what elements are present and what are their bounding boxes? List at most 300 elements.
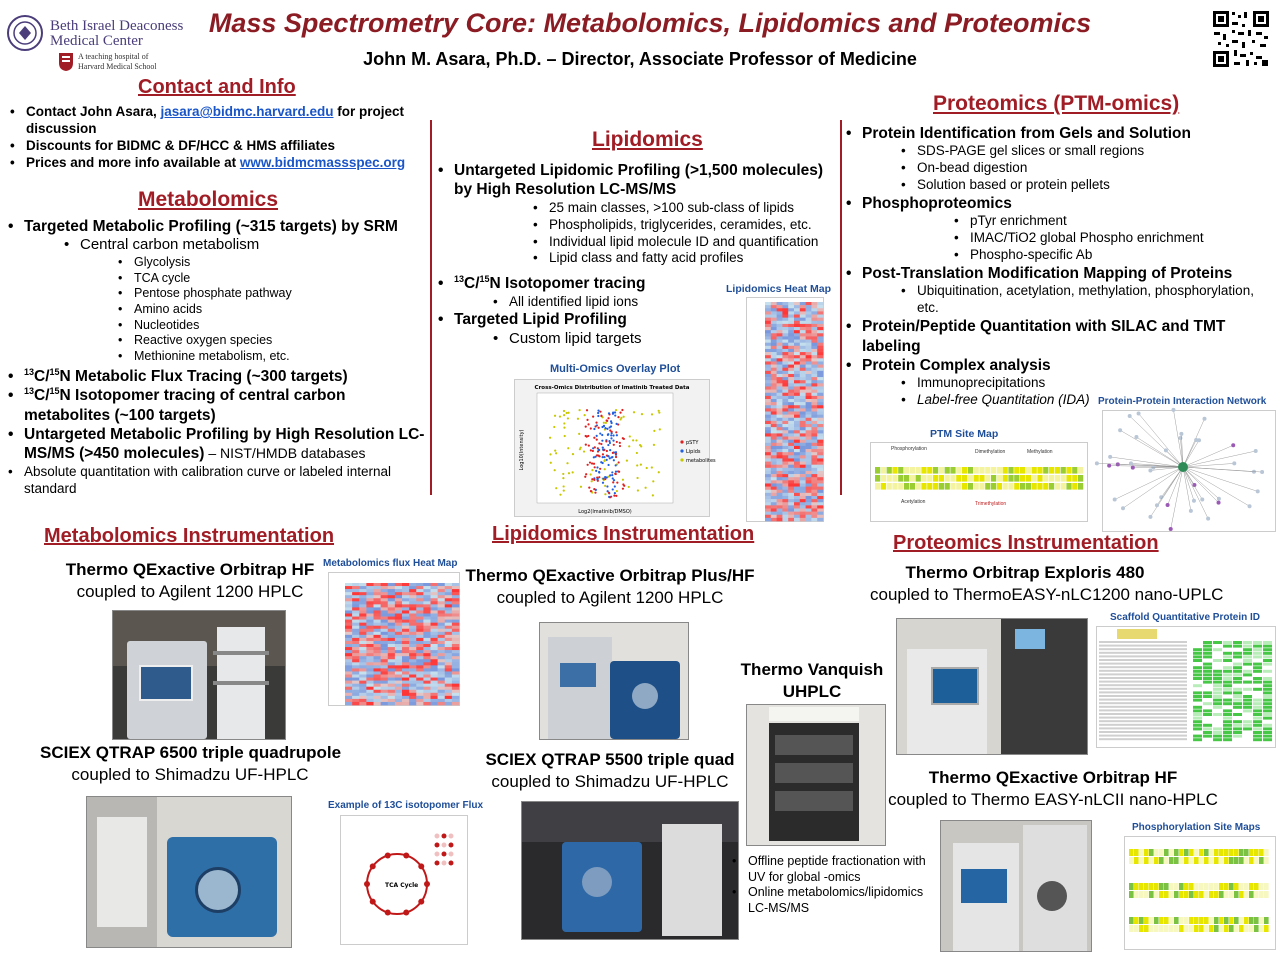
ptm-cell <box>1003 467 1008 474</box>
prot-sub2-list <box>952 213 1278 264</box>
contact-item: • Discounts for BIDMC & DF/HCC & HMS affiliates <box>8 138 418 155</box>
lip-isotopomer: • $^{13}$C/$^{15}$N Isotopomer tracing <box>436 274 716 294</box>
ptm-cell <box>933 467 938 474</box>
scaffold-cell <box>1213 652 1222 655</box>
phospho-cell <box>1259 925 1264 932</box>
overlay-point <box>598 471 600 473</box>
scaffold-cell <box>1193 727 1202 730</box>
ptm-cell <box>921 475 926 482</box>
scaffold-cell <box>1233 645 1242 648</box>
phospho-cell <box>1194 917 1199 924</box>
scaffold-cell <box>1223 688 1232 691</box>
scaffold-cell <box>1253 663 1262 666</box>
phospho-cell <box>1184 857 1189 864</box>
overlay-point <box>608 496 610 498</box>
overlay-point <box>607 434 609 436</box>
overlay-point <box>554 469 556 471</box>
scaffold-cell <box>1253 702 1262 705</box>
phospho-cell <box>1209 891 1214 898</box>
overlay-point <box>610 425 612 427</box>
scaffold-cell <box>1213 648 1222 651</box>
phospho-cell <box>1264 849 1269 856</box>
ptm-cell <box>1072 467 1077 474</box>
phospho-cell <box>1154 917 1159 924</box>
vanquish-photo <box>746 704 886 846</box>
lip-targeted: • Targeted Lipid Profiling <box>436 310 716 329</box>
phospho-cell <box>1259 849 1264 856</box>
vanquish <box>740 659 884 703</box>
ppi-node <box>1231 443 1235 447</box>
overlay-point <box>562 473 564 475</box>
scaffold-cell <box>1243 713 1252 716</box>
scaffold-cell <box>1243 706 1252 709</box>
phospho-cell <box>1154 925 1159 932</box>
prot-sub2-item: • IMAC/TiO2 global Phospho enrichment <box>952 230 1278 247</box>
overlay-point <box>554 415 556 417</box>
ptm-cell <box>1043 467 1048 474</box>
overlay-point <box>615 431 617 433</box>
scaffold-cell <box>1263 681 1272 684</box>
scaffold-cell <box>1243 720 1252 723</box>
scaffold-cell <box>1263 641 1272 644</box>
phospho-cell <box>1199 849 1204 856</box>
ptm-cell <box>1020 483 1025 490</box>
scaffold-cell <box>1263 691 1272 694</box>
overlay-point <box>614 492 616 494</box>
scaffold-cell <box>1243 738 1252 741</box>
overlay-legend-pSTY: pSTY <box>686 440 699 446</box>
phospho-cell <box>1184 917 1189 924</box>
ptm-cell <box>910 475 915 482</box>
scaffold-cell <box>1263 717 1272 720</box>
overlay-point <box>603 422 605 424</box>
overlay-point <box>601 434 603 436</box>
scaffold-cell <box>1253 717 1262 720</box>
logo-sub2: Harvard Medical School <box>78 62 157 71</box>
ptm-cell <box>991 483 996 490</box>
lipidomics-title: Lipidomics <box>592 128 703 151</box>
overlay-point <box>602 453 604 455</box>
overlay-point <box>590 473 592 475</box>
scaffold-cell <box>1233 673 1242 676</box>
ptm-cell <box>974 467 979 474</box>
overlay-point <box>592 416 594 418</box>
overlay-point <box>563 485 565 487</box>
met-sub-item: • Glycolysis <box>116 255 434 271</box>
phospho-cell <box>1219 857 1224 864</box>
ppi-node <box>1148 468 1152 472</box>
phospho-cell <box>1204 891 1209 898</box>
scaffold-cell <box>1253 655 1262 658</box>
overlay-point <box>584 476 586 478</box>
overlay-legend-metabolites: metabolites <box>686 458 716 464</box>
scaffold-cell <box>1263 688 1272 691</box>
overlay-point <box>549 437 551 439</box>
ppi-hub <box>1178 462 1188 472</box>
isotopomer-dot <box>435 852 440 857</box>
scaffold-cell <box>1223 702 1232 705</box>
ppi-node <box>1189 509 1193 513</box>
scaffold-cell <box>1203 684 1212 687</box>
scaffold-cell <box>1263 709 1272 712</box>
overlay-point <box>585 435 587 437</box>
ppi-node <box>1095 461 1099 465</box>
scaffold-cell <box>1243 699 1252 702</box>
met-inst2-sub: coupled to Shimadzu UF-HPLC <box>71 765 309 785</box>
ptm-cell <box>927 483 932 490</box>
phospho-cell <box>1244 883 1249 890</box>
overlay-point <box>562 477 564 479</box>
overlay-point <box>578 433 580 435</box>
scaffold-cell <box>1193 706 1202 709</box>
scaffold-cell <box>1263 648 1272 651</box>
scaffold-cell <box>1243 695 1252 698</box>
scaffold-cell <box>1263 673 1272 676</box>
scaffold-cell <box>1223 677 1232 680</box>
scaffold-cell <box>1203 677 1212 680</box>
scaffold-cell <box>1213 699 1222 702</box>
met-sub-list <box>116 255 434 364</box>
overlay-point <box>591 462 593 464</box>
overlay-point <box>596 478 598 480</box>
ptm-cell <box>1072 483 1077 490</box>
ppi-node <box>1256 489 1260 493</box>
ppi-node <box>1203 417 1207 421</box>
website-link[interactable]: www.bidmcmassspec.org <box>239 154 406 170</box>
scaffold-cell <box>1203 648 1212 651</box>
ptm-cell <box>985 483 990 490</box>
scaffold-cell <box>1233 727 1242 730</box>
phospho-cell <box>1264 917 1269 924</box>
tca-dot <box>424 881 430 887</box>
ppi-node <box>1137 412 1141 416</box>
phospho-cell <box>1144 891 1149 898</box>
scaffold-cell <box>1233 659 1242 662</box>
overlay-point <box>610 437 612 439</box>
phospho-cell <box>1179 883 1184 890</box>
scaffold-cell <box>1243 681 1252 684</box>
ptm-cell <box>997 467 1002 474</box>
ptm-cell <box>939 467 944 474</box>
scaffold-cell <box>1243 677 1252 680</box>
phospho-cell <box>1129 883 1134 890</box>
phospho-cell <box>1229 891 1234 898</box>
scaffold-cell <box>1263 684 1272 687</box>
ppi-node <box>1166 503 1170 507</box>
phospho-cell <box>1159 849 1164 856</box>
ptm-cell <box>968 467 973 474</box>
ptm-cell <box>968 483 973 490</box>
tca-dot <box>370 899 376 905</box>
overlay-point <box>605 422 607 424</box>
overlay-point <box>598 442 600 444</box>
met-sub-item: • Pentose phosphate pathway <box>116 286 434 302</box>
overlay-point <box>653 444 655 446</box>
phospho-cell <box>1194 883 1199 890</box>
scaffold-cell <box>1193 684 1202 687</box>
ptm-cell <box>974 483 979 490</box>
overlay-point <box>636 464 638 466</box>
phospho-cell <box>1189 925 1194 932</box>
scaffold-cell <box>1193 663 1202 666</box>
bidmc-seal-icon <box>6 14 44 52</box>
scaffold-cell <box>1203 720 1212 723</box>
contact-list <box>8 104 418 172</box>
phospho-site-maps <box>1124 836 1276 950</box>
scaffold-cell <box>1193 670 1202 673</box>
phospho-cell <box>1209 857 1214 864</box>
overlay-point <box>553 426 555 428</box>
scaffold-cell <box>1233 724 1242 727</box>
phospho-cell <box>1249 857 1254 864</box>
scaffold-cell <box>1193 695 1202 698</box>
phospho-cell <box>1189 891 1194 898</box>
scaffold-cell <box>1253 673 1262 676</box>
overlay-point <box>583 450 585 452</box>
overlay-point <box>612 440 614 442</box>
phospho-cell <box>1129 891 1134 898</box>
scaffold-cell <box>1193 648 1202 651</box>
scaffold-cell <box>1253 648 1262 651</box>
poster-title: Mass Spectrometry Core: Metabolomics, Lipidomics and Proteomics <box>208 8 1092 38</box>
overlay-point <box>616 482 618 484</box>
overlay-point <box>590 449 592 451</box>
overlay-point <box>622 479 624 481</box>
phospho-cell <box>1249 891 1254 898</box>
ppi-node <box>1113 498 1117 502</box>
met-central: • Central carbon metabolism <box>62 236 434 255</box>
ptm-cell <box>910 483 915 490</box>
overlay-point <box>590 490 592 492</box>
overlay-point <box>600 415 602 417</box>
phospho-cell <box>1234 925 1239 932</box>
scaffold-cell <box>1223 670 1232 673</box>
overlay-point <box>602 447 604 449</box>
prot-inst-title: Proteomics Instrumentation <box>893 532 1159 554</box>
met-inst-title: Metabolomics Instrumentation <box>44 525 335 547</box>
phospho-cell <box>1239 925 1244 932</box>
overlay-point <box>607 444 609 446</box>
phospho-cell <box>1189 849 1194 856</box>
ptm-cell <box>904 483 909 490</box>
overlay-point <box>602 478 604 480</box>
overlay-point <box>607 455 609 457</box>
phospho-cell <box>1249 925 1254 932</box>
ptm-cell <box>974 475 979 482</box>
overlay-point <box>616 490 618 492</box>
scaffold-cell <box>1243 659 1252 662</box>
overlay-point <box>629 435 631 437</box>
ptm-cell <box>892 483 897 490</box>
scaffold-cell <box>1213 691 1222 694</box>
scaffold-cell <box>1253 681 1262 684</box>
phospho-cell <box>1184 849 1189 856</box>
phospho-cell <box>1149 891 1154 898</box>
phospho-cell <box>1194 857 1199 864</box>
overlay-point <box>567 447 569 449</box>
overlay-point <box>589 461 591 463</box>
scaffold-cell <box>1233 699 1242 702</box>
phospho-cell <box>1179 917 1184 924</box>
phospho-cell <box>1154 891 1159 898</box>
overlay-point <box>588 487 590 489</box>
phospho-cell <box>1169 917 1174 924</box>
scaffold-cell <box>1213 717 1222 720</box>
phospho-cell <box>1179 925 1184 932</box>
ppi-node <box>1164 448 1168 452</box>
scaffold-cell <box>1193 702 1202 705</box>
overlay-point <box>641 413 643 415</box>
tca-isotopomer <box>340 815 468 945</box>
scaffold-cell <box>1263 670 1272 673</box>
ptm-cell <box>950 483 955 490</box>
scaffold-cell <box>1233 717 1242 720</box>
ptm-cell <box>1066 467 1071 474</box>
phospho-cell <box>1219 849 1224 856</box>
phospho-cell <box>1244 891 1249 898</box>
phospho-cell <box>1144 925 1149 932</box>
phospho-cell <box>1229 849 1234 856</box>
ptm-cell <box>1032 467 1037 474</box>
met-inst1 <box>55 559 325 603</box>
prot-sub1-list <box>899 143 1278 194</box>
scaffold-cell <box>1203 645 1212 648</box>
phospho-cell <box>1209 849 1214 856</box>
met-isotopomer: • $^{13}$C/$^{15}$N Isotopomer tracing of central carbon metabolites (~100 targets) <box>6 386 434 425</box>
phospho-cell <box>1259 883 1264 890</box>
proteomics-title: Proteomics (PTM-omics) <box>933 92 1180 115</box>
overlay-point <box>610 420 612 422</box>
overlay-point <box>587 435 589 437</box>
ptm-cell <box>1026 483 1031 490</box>
scaffold-cell <box>1203 709 1212 712</box>
vanquish-bullets <box>730 854 940 917</box>
overlay-xlabel: Log2(Imatinib/DMSO) <box>578 509 632 515</box>
ptm-cell <box>939 475 944 482</box>
phospho-cell <box>1234 891 1239 898</box>
lip-inst2-name: SCIEX QTRAP 5500 triple quad <box>485 750 735 769</box>
scaffold-cell <box>1203 699 1212 702</box>
overlay-point <box>577 418 579 420</box>
ptm-cell <box>979 475 984 482</box>
overlay-point <box>604 485 606 487</box>
overlay-point <box>603 425 605 427</box>
phospho-cell <box>1169 925 1174 932</box>
overlay-point <box>595 489 597 491</box>
overlay-point <box>628 445 630 447</box>
ptm-cell <box>921 467 926 474</box>
phospho-cell <box>1224 925 1229 932</box>
phospho-cell <box>1219 883 1224 890</box>
overlay-title: Cross-Omics Distribution of Imatinib Treated Data <box>534 385 690 391</box>
overlay-point <box>594 492 596 494</box>
lip-sub-item: • 25 main classes, >100 sub-class of lipids <box>531 200 840 217</box>
met-absolute: • Absolute quantitation with calibration curve or labeled internal standard <box>6 464 434 498</box>
contact-item: • Prices and more info available at www.bidmcmassspec.org <box>8 155 418 172</box>
overlay-point <box>586 409 588 411</box>
ptm-cell <box>979 483 984 490</box>
phospho-cell <box>1254 925 1259 932</box>
scaffold-cell <box>1233 738 1242 741</box>
ptm-cell <box>927 467 932 474</box>
scaffold-cell <box>1263 713 1272 716</box>
logo-line1: Beth Israel Deaconess <box>50 18 184 34</box>
phospho-cell <box>1234 883 1239 890</box>
tca-dot <box>385 852 391 858</box>
phospho-cell <box>1214 883 1219 890</box>
overlay-point <box>615 409 617 411</box>
ptm-cell <box>950 467 955 474</box>
lip-sub-list <box>531 200 840 268</box>
overlay-point <box>613 494 615 496</box>
isotopomer-dot <box>435 834 440 839</box>
overlay-point <box>608 492 610 494</box>
overlay-point <box>593 463 595 465</box>
prot-sub2-item: • Phospho-specific Ab <box>952 247 1278 264</box>
tca-dot <box>385 910 391 916</box>
ptm-cell <box>898 475 903 482</box>
phospho-cell <box>1134 925 1139 932</box>
qexactive-hf-photo <box>112 610 286 740</box>
phospho-cell <box>1159 917 1164 924</box>
qr-code-icon <box>1212 10 1270 68</box>
scaffold-cell <box>1213 684 1222 687</box>
scaffold-cell <box>1213 655 1222 658</box>
ptm-cell <box>916 483 921 490</box>
scaffold-cell <box>1203 724 1212 727</box>
overlay-point <box>609 442 611 444</box>
ptm-cell <box>1055 467 1060 474</box>
scaffold-cell <box>1253 727 1262 730</box>
scaffold-cell <box>1253 684 1262 687</box>
scaffold-cell <box>1243 688 1252 691</box>
overlay-point <box>615 464 617 466</box>
scaffold-cell <box>1213 709 1222 712</box>
overlay-point <box>637 489 639 491</box>
scaffold-cell <box>1253 720 1262 723</box>
overlay-point <box>585 444 587 446</box>
phospho-cell <box>1144 883 1149 890</box>
overlay-point <box>597 415 599 417</box>
scaffold-cell <box>1263 735 1272 738</box>
scaffold-cell <box>1263 659 1272 662</box>
overlay-point <box>555 452 557 454</box>
ptm-cell <box>956 475 961 482</box>
scaffold-cell <box>1253 691 1262 694</box>
scaffold-cell <box>1203 695 1212 698</box>
overlay-point <box>596 466 598 468</box>
phospho-cell <box>1174 917 1179 924</box>
overlay-point <box>618 471 620 473</box>
scaffold-cell <box>1223 709 1232 712</box>
overlay-point <box>621 409 623 411</box>
prot-item3-sub: • Ubiquitination, acetylation, methylation, phosphorylation, etc. <box>899 283 1278 317</box>
phospho-cell <box>1229 925 1234 932</box>
ptm-cell <box>1049 475 1054 482</box>
phospho-cell <box>1179 891 1184 898</box>
scaffold-cell <box>1253 688 1262 691</box>
scaffold-cell <box>1233 652 1242 655</box>
phospho-cell <box>1209 925 1214 932</box>
scaffold-cell <box>1223 645 1232 648</box>
phospho-cell <box>1254 891 1259 898</box>
scaffold-cell <box>1213 720 1222 723</box>
phospho-cell <box>1219 917 1224 924</box>
scaffold-cell <box>1253 738 1262 741</box>
phospho-cell <box>1149 883 1154 890</box>
scaffold-cell <box>1203 641 1212 644</box>
email-link[interactable]: jasara@bidmc.harvard.edu <box>160 104 334 119</box>
